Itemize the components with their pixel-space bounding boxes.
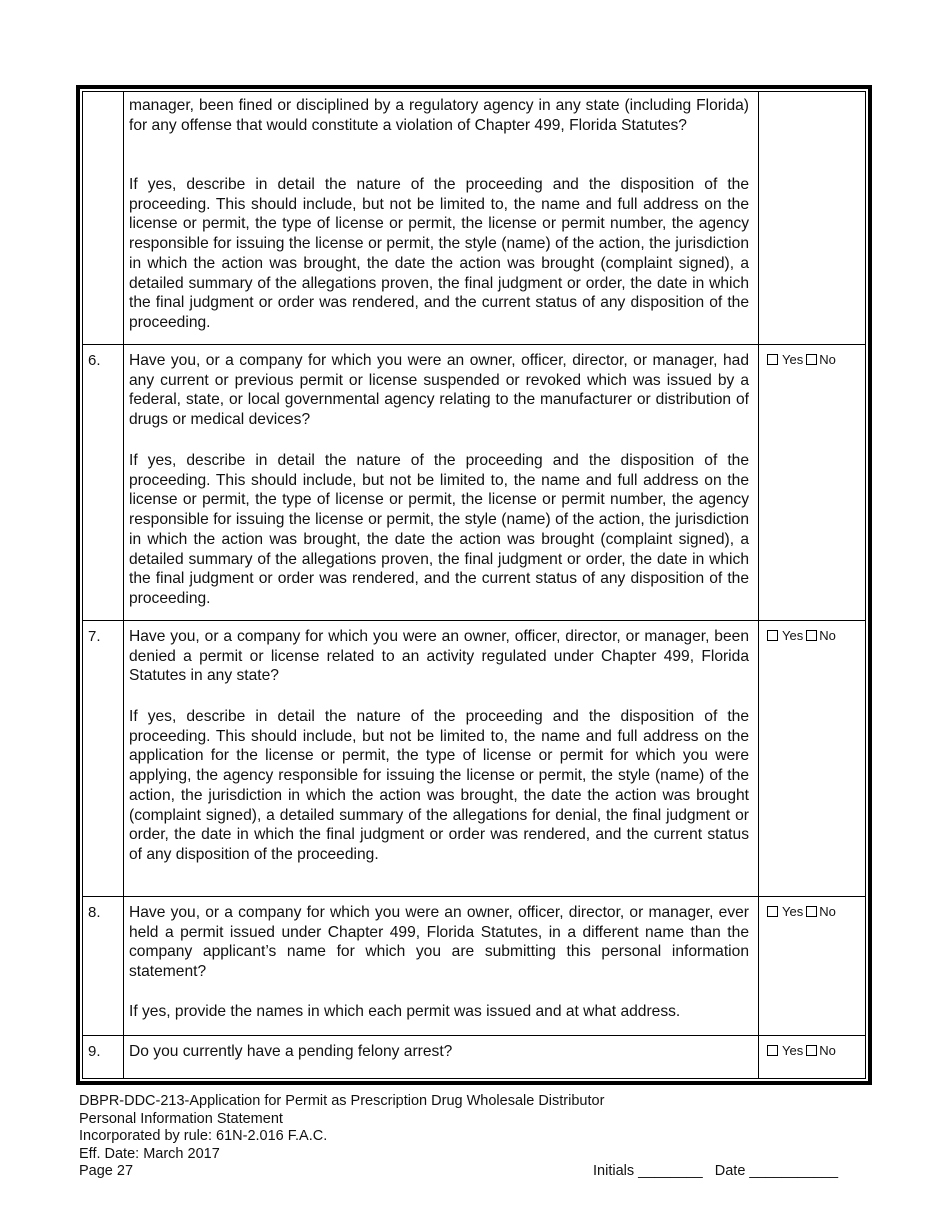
no-label: No: [819, 904, 836, 919]
detail-text: If yes, describe in detail the nature of the proceeding and the disposition of the proceeding. This should include, but not be limited to, the name and full address on the license or permit, the type of license or permit, the license or permit number, the agency responsible for issuing the license or permit, the style (name) of the action, the jurisdiction in which the action was brought, the date the action was brought (complaint signed), a detailed summary of the allegations proven, the final judgment or order, the date in which the final judgment or order was rendered, and the current status of any disposition of the proceeding.: [129, 452, 749, 607]
no-checkbox[interactable]: [806, 1045, 817, 1056]
date-field[interactable]: Date ___________: [714, 1163, 839, 1179]
detail-text: If yes, describe in detail the nature of the proceeding and the disposition of the proceeding. This should include, but not be limited to, the name and full address on the license or permit, the type of license or permit, the license or permit number, the agency responsible for issuing the license or permit, the style (name) of the action, the jurisdiction in which the action was brought, the date the action was brought (complaint signed), a detailed summary of the allegations proven, the final judgment or order, the date in which the final judgment or order was rendered, and the current status of any disposition of the proceeding.: [129, 176, 749, 331]
row-divider: [83, 620, 865, 621]
question-text: Have you, or a company for which you were an owner, officer, director, or manager, had any current or previous permit or license suspended or revoked which was issued by a federal, state, or local governmental agency relating to the manufacturer or distribution of drugs or medical devices?: [129, 352, 749, 429]
row-divider: [83, 896, 865, 897]
detail-text: If yes, describe in detail the nature of the proceeding and the disposition of the proceeding. This should include, but not be limited to, the name and full address on the application for the license or permit, the type of license or permit for which you were applying, the agency responsible for issuing the license or permit, the style (name) of the action, the jurisdiction in which the action was brought, the date the action was brought (complaint signed), a detailed summary of the allegations for denial, the final judgment or order, the date in which the final judgment or order was rendered, and the current status of any disposition of the proceeding.: [129, 708, 749, 863]
yes-checkbox[interactable]: [767, 906, 778, 917]
yes-no-answer: [767, 352, 836, 368]
question-number: 7.: [88, 628, 101, 645]
page-number: Page 27: [79, 1163, 134, 1179]
yes-label: Yes: [782, 352, 804, 367]
yes-no-answer: [767, 1043, 836, 1059]
yes-label: Yes: [782, 1043, 804, 1058]
yes-label: Yes: [782, 628, 804, 643]
initials-date-line: [593, 1163, 838, 1181]
answer-column-divider: [758, 92, 759, 1078]
rule-reference: Incorporated by rule: 61N-2.016 F.A.C.: [79, 1128, 328, 1144]
yes-checkbox[interactable]: [767, 354, 778, 365]
page-footer: [79, 1093, 604, 1181]
detail-text: If yes, provide the names in which each permit was issued and at what address.: [129, 1003, 681, 1020]
initials-field[interactable]: Initials ________: [593, 1163, 703, 1179]
no-label: No: [819, 628, 836, 643]
row-divider: [83, 344, 865, 345]
no-checkbox[interactable]: [806, 630, 817, 641]
yes-checkbox[interactable]: [767, 630, 778, 641]
no-label: No: [819, 352, 836, 367]
question-table: [76, 85, 872, 1085]
question-text: Have you, or a company for which you were an owner, officer, director, or manager, ever held a permit issued under Chapter 499, Florida Statutes, in a different name than the company applicant’s name for which you are submitting this personal information statement?: [129, 904, 749, 981]
question-text: Do you currently have a pending felony arrest?: [129, 1043, 453, 1060]
question-text: manager, been fined or disciplined by a regulatory agency in any state (including Florida) for any offense that would constitute a violation of Chapter 499, Florida Statutes?: [129, 97, 749, 134]
yes-checkbox[interactable]: [767, 1045, 778, 1056]
form-id: DBPR-DDC-213-Application for Permit as Prescription Drug Wholesale Distributor: [79, 1093, 605, 1109]
no-checkbox[interactable]: [806, 354, 817, 365]
yes-label: Yes: [782, 904, 804, 919]
no-label: No: [819, 1043, 836, 1058]
number-column-divider: [123, 92, 124, 1078]
question-number: 6.: [88, 352, 101, 369]
row-divider: [83, 1035, 865, 1036]
question-number: 9.: [88, 1043, 101, 1060]
question-table-inner: [82, 91, 866, 1079]
effective-date: Eff. Date: March 2017: [79, 1145, 220, 1162]
question-text: Have you, or a company for which you were an owner, officer, director, or manager, been denied a permit or license related to an activity regulated under Chapter 499, Florida Statutes in any state?: [129, 628, 749, 685]
no-checkbox[interactable]: [806, 906, 817, 917]
yes-no-answer: [767, 904, 836, 920]
yes-no-answer: [767, 628, 836, 644]
question-number: 8.: [88, 904, 101, 921]
form-subtitle: Personal Information Statement: [79, 1110, 283, 1127]
